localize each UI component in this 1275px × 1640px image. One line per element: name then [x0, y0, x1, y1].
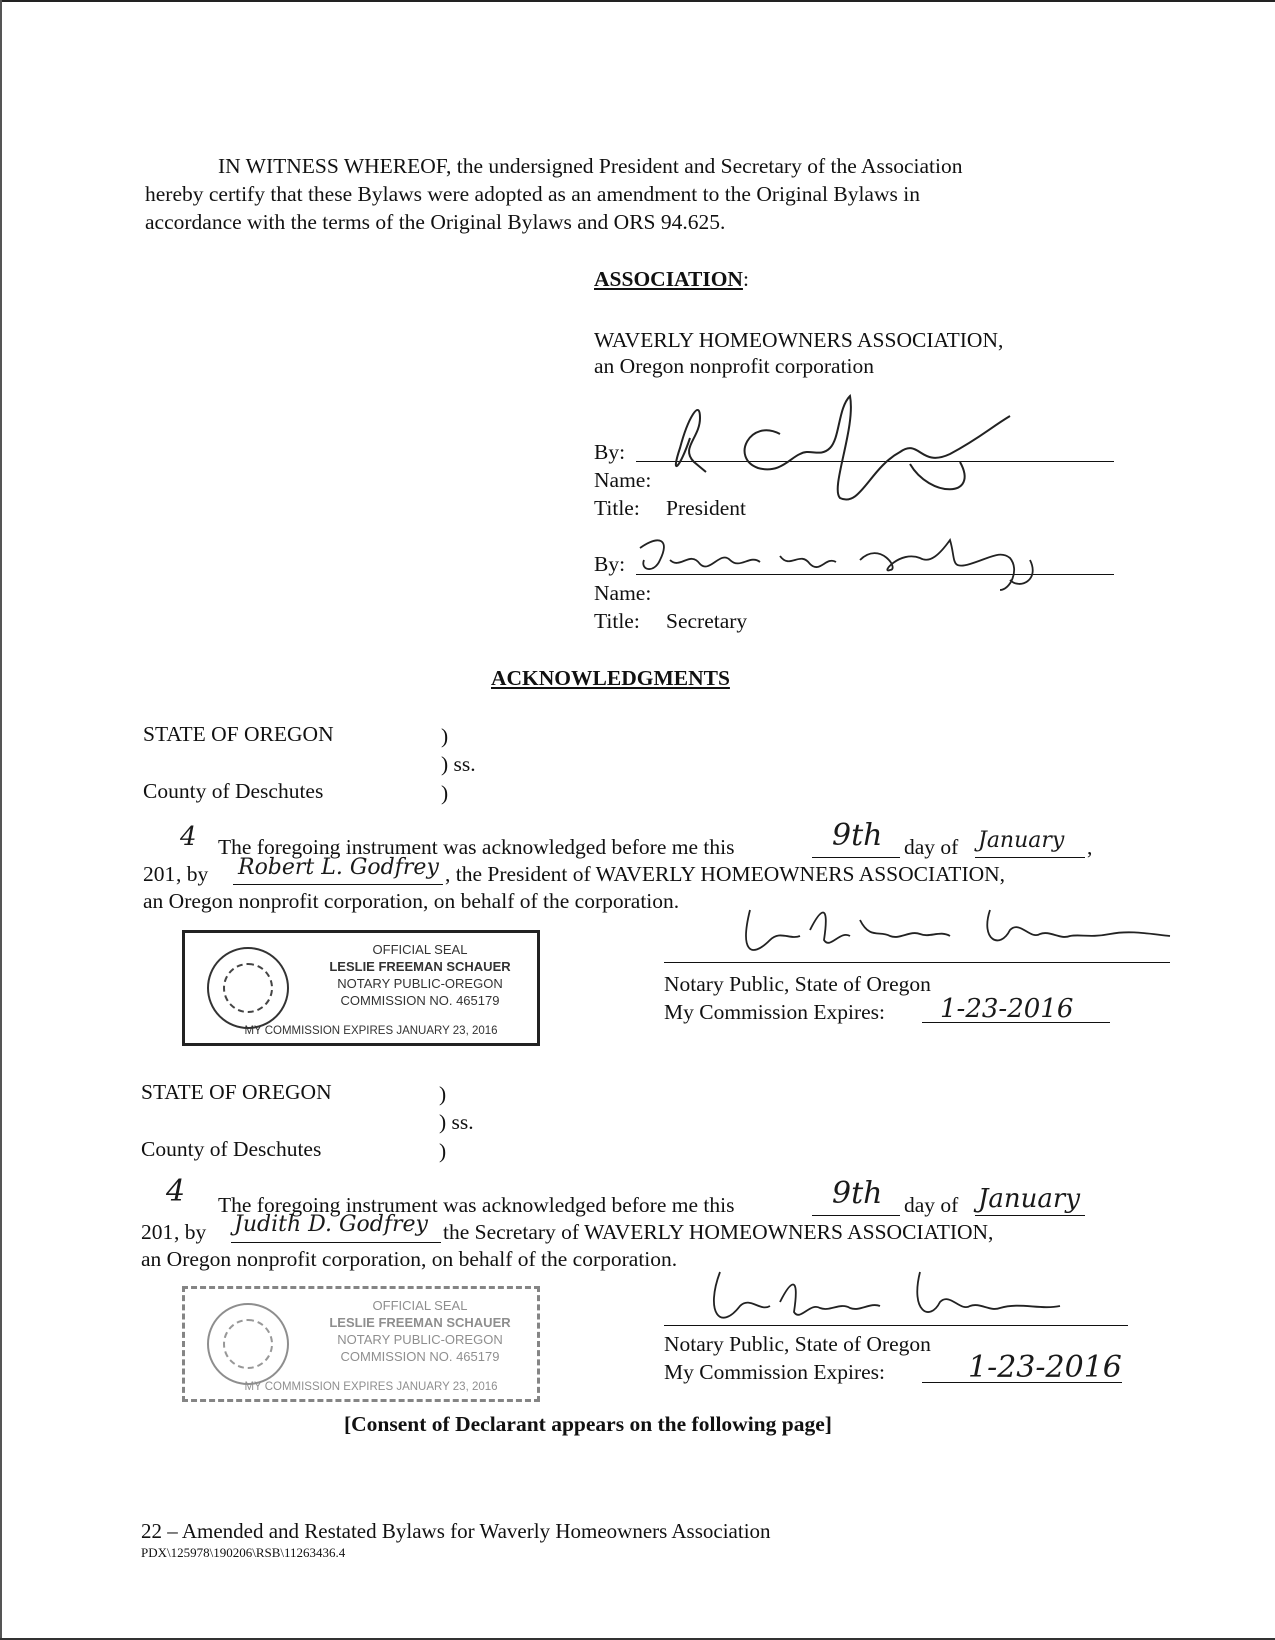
- seal-2-line-3: NOTARY PUBLIC-OREGON: [337, 1332, 503, 1347]
- ack-2-by-text: , by: [174, 1220, 207, 1244]
- ack-1-county: County of Deschutes: [143, 779, 324, 803]
- ack-1-day-handwritten: 9th: [832, 818, 883, 853]
- ack-2-month-line: [975, 1215, 1085, 1216]
- notary-1-expires-label: My Commission Expires:: [664, 1000, 885, 1024]
- state-seal-emblem-icon: [207, 1303, 289, 1385]
- ack-2-state: STATE OF OREGON: [141, 1080, 332, 1104]
- ack-2-line-3: an Oregon nonprofit corporation, on behalf of the corporation.: [141, 1247, 678, 1271]
- intro-line-3: accordance with the terms of the Original Bylaws and ORS 94.625.: [145, 210, 726, 234]
- ack-2-text-b: day of: [904, 1193, 959, 1217]
- seal-2-line-4: COMMISSION NO. 465179: [340, 1349, 500, 1364]
- seal-1-footer: MY COMMISSION EXPIRES JANUARY 23, 2016: [244, 1025, 498, 1037]
- signer-1-signature: [660, 388, 1080, 508]
- ack-1-month-line: [975, 857, 1085, 858]
- notary-2-expires-handwritten: 1-23-2016: [968, 1350, 1122, 1385]
- state-seal-emblem-icon: [207, 947, 289, 1029]
- notary-seal-2: [182, 1286, 540, 1402]
- notary-2-expires-label: My Commission Expires:: [664, 1360, 885, 1384]
- signer-1-by-label: By:: [594, 440, 626, 464]
- ack-1-line-3: an Oregon nonprofit corporation, on behalf of the corporation.: [143, 889, 680, 913]
- scan-top-edge: [0, 0, 1275, 2]
- ack-1-person-line: [233, 884, 443, 885]
- ack-1-text-c: ,: [1087, 835, 1093, 859]
- signer-2-by-label: By:: [594, 552, 626, 576]
- ack-1-month-handwritten: January: [978, 828, 1065, 853]
- page-footer-title: 22 – Amended and Restated Bylaws for Waverly Homeowners Association: [141, 1519, 771, 1543]
- ack-1-year-handwritten-top: 4: [180, 822, 197, 852]
- seal-1-line-3: NOTARY PUBLIC-OREGON: [337, 976, 503, 991]
- ack-2-year-handwritten-top: 4: [166, 1174, 186, 1209]
- intro-line-2: hereby certify that these Bylaws were adopted as an amendment to the Original Bylaws in: [145, 182, 920, 206]
- seal-2-line-1: OFFICIAL SEAL: [372, 1298, 468, 1313]
- page-footer-doc-id: PDX\125978\190206\RSB\11263436.4: [141, 1545, 346, 1560]
- notary-1-title: Notary Public, State of Oregon: [664, 972, 931, 996]
- ack-2-month-handwritten: January: [978, 1184, 1081, 1214]
- ack-1-text-a: The foregoing instrument was acknowledged before me this: [218, 835, 735, 859]
- association-heading-colon: :: [742, 267, 749, 291]
- notary-seal-1: [182, 930, 540, 1046]
- ack-1-role-text: , the President of WAVERLY HOMEOWNERS ASSOCIATION,: [445, 862, 1006, 886]
- ack-2-county: County of Deschutes: [141, 1137, 322, 1161]
- signer-2-name-label: Name:: [594, 581, 652, 605]
- ack-1-paren-1: ): [441, 724, 449, 748]
- ack-1-state: STATE OF OREGON: [143, 722, 334, 746]
- signer-1-title-value: President: [666, 496, 747, 520]
- seal-1-line-4: COMMISSION NO. 465179: [340, 993, 500, 1008]
- seal-2-line-2: LESLIE FREEMAN SCHAUER: [329, 1315, 511, 1330]
- scan-left-edge: [0, 0, 2, 1640]
- ack-1-by-text: , by: [176, 862, 209, 886]
- ack-1-ss: ) ss.: [441, 752, 476, 776]
- ack-1-day-line: [812, 857, 900, 858]
- signer-2-title-label: Title:: [594, 609, 640, 633]
- notary-1-signature-line: [664, 962, 1170, 963]
- association-heading: [594, 265, 749, 293]
- notary-2-signature-line: [664, 1325, 1128, 1326]
- ack-2-day-line: [812, 1215, 900, 1216]
- association-name: WAVERLY HOMEOWNERS ASSOCIATION,: [594, 328, 1004, 352]
- ack-1-year-prefix: 201: [143, 862, 176, 886]
- consent-note: [Consent of Declarant appears on the following page]: [344, 1412, 832, 1436]
- ack-2-person-handwritten: Judith D. Godfrey: [234, 1212, 428, 1237]
- notary-1-signature: [730, 890, 1180, 970]
- seal-2-footer: MY COMMISSION EXPIRES JANUARY 23, 2016: [244, 1381, 498, 1393]
- association-type: an Oregon nonprofit corporation: [594, 354, 875, 378]
- ack-1-paren-3: ): [441, 781, 449, 805]
- ack-2-person-line: [231, 1242, 441, 1243]
- acknowledgments-heading: ACKNOWLEDGMENTS: [491, 666, 730, 690]
- notary-2-title: Notary Public, State of Oregon: [664, 1332, 931, 1356]
- ack-2-text-a: The foregoing instrument was acknowledged before me this: [218, 1193, 735, 1217]
- ack-1-person-handwritten: Robert L. Godfrey: [238, 855, 439, 880]
- signer-1-name-label: Name:: [594, 468, 652, 492]
- ack-2-paren-1: ): [439, 1082, 447, 1106]
- intro-line-1: IN WITNESS WHEREOF, the undersigned President and Secretary of the Association: [218, 154, 963, 178]
- ack-2-day-handwritten: 9th: [832, 1176, 883, 1211]
- seal-1-line-1: OFFICIAL SEAL: [372, 942, 468, 957]
- signer-2-signature: [630, 530, 1090, 610]
- ack-2-ss: ) ss.: [439, 1110, 474, 1134]
- ack-2-year-prefix: 201: [141, 1220, 174, 1244]
- association-heading-text: ASSOCIATION: [594, 267, 743, 291]
- seal-1-line-2: LESLIE FREEMAN SCHAUER: [329, 959, 511, 974]
- notary-1-expires-handwritten: 1-23-2016: [940, 994, 1074, 1024]
- signer-1-title-label: Title:: [594, 496, 640, 520]
- ack-2-role-text: the Secretary of WAVERLY HOMEOWNERS ASSOCIATION,: [443, 1220, 994, 1244]
- ack-2-paren-3: ): [439, 1139, 447, 1163]
- signer-2-title-value: Secretary: [666, 609, 748, 633]
- ack-1-text-b: day of: [904, 835, 959, 859]
